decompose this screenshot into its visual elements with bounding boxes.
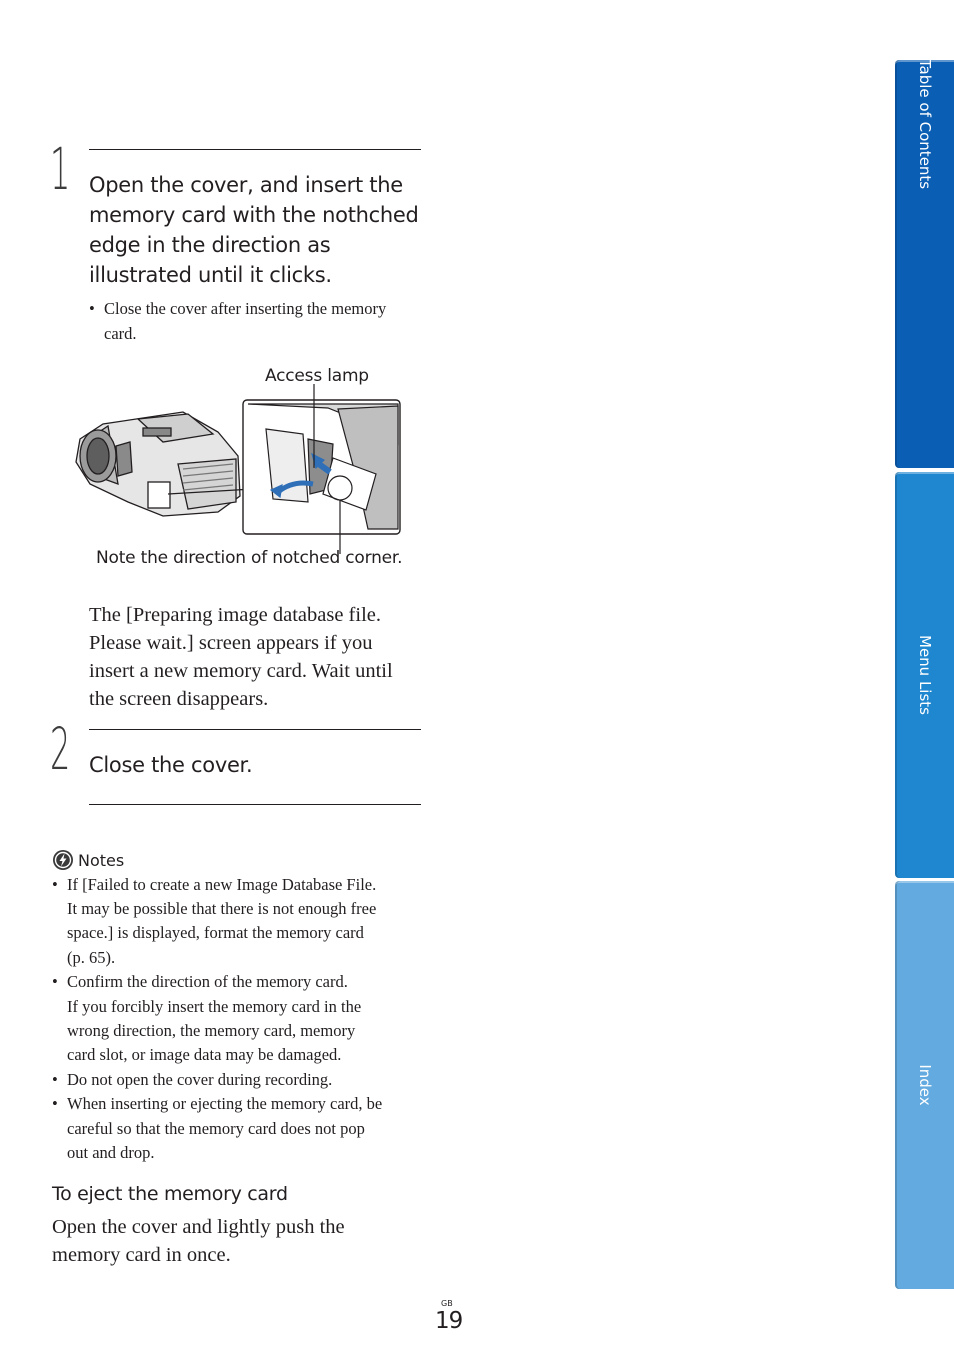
- bullet-dot: •: [52, 972, 58, 992]
- note-line: Do not open the cover during recording.: [67, 1069, 333, 1089]
- tab-menu-lists-label: Menu Lists: [915, 635, 934, 715]
- eject-body-line: Open the cover and lightly push the: [52, 1216, 345, 1238]
- info-paragraph: [89, 601, 419, 713]
- step2-top-rule: [89, 729, 421, 730]
- notched-corner-callout: Note the direction of notched corner.: [96, 548, 403, 568]
- tab-index[interactable]: [895, 881, 954, 1289]
- access-lamp-callout: Access lamp: [265, 366, 369, 386]
- bullet-dot: •: [52, 875, 58, 894]
- tab-menu-lists[interactable]: [895, 472, 954, 878]
- bullet-dot: •: [52, 1069, 58, 1089]
- eject-body-line: memory card in once.: [52, 1244, 231, 1266]
- note-item: [52, 1068, 427, 1092]
- step1-top-rule: [89, 149, 421, 150]
- camcorder-illustration: [68, 384, 408, 554]
- tab-index-label: Index: [915, 1064, 934, 1106]
- note-item: [52, 873, 427, 970]
- note-line: When inserting or ejecting the memory card, be: [67, 1094, 383, 1114]
- notes-list: [52, 873, 427, 1165]
- step1-bullet: [89, 296, 424, 346]
- note-line: card slot, or image data may be damaged.: [67, 1044, 342, 1064]
- info-paragraph-line: The [Preparing image database file.: [89, 604, 381, 626]
- step1-heading: [89, 170, 429, 290]
- note-line: careful so that the memory card does not pop: [67, 1118, 365, 1138]
- tab-table-of-contents[interactable]: [895, 60, 954, 468]
- info-paragraph-line: insert a new memory card. Wait until: [89, 660, 393, 682]
- step1-heading-line: edge in the direction as: [89, 233, 331, 257]
- bullet-dot: •: [89, 299, 95, 318]
- eject-heading: To eject the memory card: [52, 1183, 288, 1205]
- note-line: If [Failed to create a new Image Database File.: [67, 875, 377, 894]
- tab-table-of-contents-label: Table of Contents: [915, 58, 934, 190]
- note-line: (p. 65).: [67, 947, 116, 967]
- note-item: [52, 1092, 427, 1165]
- step2-number: 2: [50, 715, 71, 783]
- step1-bullet-line: Close the cover after inserting the memory: [104, 299, 387, 318]
- note-line: Confirm the direction of the memory card.: [67, 972, 348, 992]
- step1-bullet-line: card.: [104, 324, 137, 343]
- info-paragraph-line: Please wait.] screen appears if you: [89, 632, 373, 654]
- bullet-dot: •: [52, 1094, 58, 1114]
- page-number: 19: [435, 1308, 463, 1334]
- notes-title: Notes: [78, 851, 125, 870]
- region-code: GB: [441, 1299, 453, 1308]
- camcorder-body: [76, 412, 240, 516]
- note-line: space.] is displayed, format the memory card: [67, 923, 364, 943]
- note-line: out and drop.: [67, 1142, 155, 1162]
- step1-heading-line: Open the cover, and insert the: [89, 173, 403, 197]
- note-line: If you forcibly insert the memory card in the: [67, 996, 362, 1016]
- step2-heading: Close the cover.: [89, 753, 253, 777]
- note-line: wrong direction, the memory card, memory: [67, 1020, 356, 1040]
- notes-warning-icon: [52, 849, 74, 871]
- step1-heading-line: memory card with the nothched: [89, 203, 419, 227]
- note-item: [52, 970, 427, 1067]
- info-paragraph-line: the screen disappears.: [89, 688, 269, 710]
- note-line: It may be possible that there is not enough free: [67, 899, 377, 919]
- step1-number: 1: [50, 135, 71, 203]
- eject-body: [52, 1213, 345, 1269]
- step1-heading-line: illustrated until it clicks.: [89, 263, 332, 287]
- step2-bottom-rule: [89, 804, 421, 805]
